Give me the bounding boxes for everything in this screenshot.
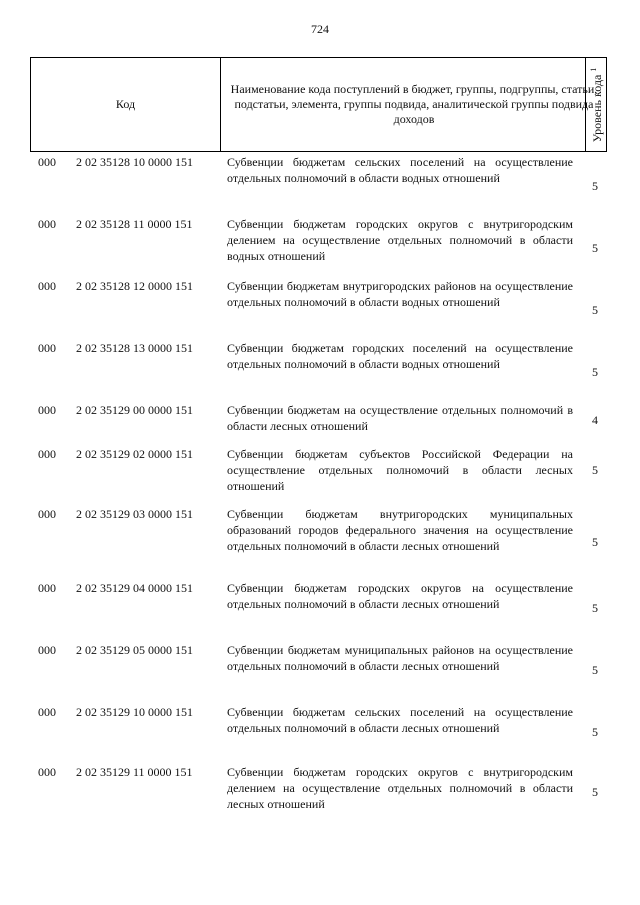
admin-code: 000 [38,403,56,417]
revenue-code: 2 02 35129 02 0000 151 [76,447,193,461]
revenue-code: 2 02 35128 13 0000 151 [76,341,193,355]
revenue-code: 2 02 35129 05 0000 151 [76,643,193,657]
admin-code: 000 [38,705,56,719]
page-number: 724 [311,22,329,36]
revenue-name: Субвенции бюджетам сельских поселений на осуществление отдельных полномочий в области водных отношений [227,155,573,185]
admin-code: 000 [38,447,56,461]
revenue-code: 2 02 35128 12 0000 151 [76,279,193,293]
header-code-cell [31,58,221,151]
header-name-cell [221,58,607,151]
admin-code: 000 [38,217,56,231]
footnote-marker: 1 [588,67,598,72]
admin-code: 000 [38,765,56,779]
revenue-name: Субвенции бюджетам городских округов с внутригородским делением на осуществление отдельных полномочий в области водных отношений [227,217,573,263]
code-level: 5 [592,365,598,379]
revenue-code: 2 02 35129 10 0000 151 [76,705,193,719]
revenue-code: 2 02 35129 04 0000 151 [76,581,193,595]
revenue-name: Субвенции бюджетам городских округов с внутригородским делением на осуществление отдельных полномочий в области лесных отношений [227,765,573,811]
header-level-label: Уровень кода $^1$ [588,67,604,142]
admin-code: 000 [38,155,56,169]
revenue-code: 2 02 35129 00 0000 151 [76,403,193,417]
code-level: 5 [592,663,598,677]
code-level: 5 [592,601,598,615]
admin-code: 000 [38,279,56,293]
revenue-code: 2 02 35128 10 0000 151 [76,155,193,169]
revenue-code: 2 02 35129 03 0000 151 [76,507,193,521]
code-level: 5 [592,303,598,317]
code-level: 5 [592,535,598,549]
revenue-name: Субвенции бюджетам внутригородских районов на осуществление отдельных полномочий в области водных отношений [227,279,573,309]
code-level: 5 [592,241,598,255]
revenue-name: Субвенции бюджетам муниципальных районов на осуществление отдельных полномочий в области лесных отношений [227,643,573,673]
revenue-name: Субвенции бюджетам на осуществление отдельных полномочий в области лесных отношений [227,403,573,433]
code-level: 5 [592,179,598,193]
header-name-label: Наименование кода поступлений в бюджет, группы, подгруппы, статьи, подстатьи, элемента, группы подвида, аналитической группы подвида доходов [230,82,598,126]
revenue-name: Субвенции бюджетам сельских поселений на осуществление отдельных полномочий в области лесных отношений [227,705,573,735]
revenue-name: Субвенции бюджетам субъектов Российской Федерации на осуществление отдельных полномочий в области лесных отношений [227,447,573,493]
admin-code: 000 [38,643,56,657]
header-level-cell [585,58,607,151]
revenue-name: Субвенции бюджетам внутригородских муниципальных образований городов федерального значения на осуществление отдельных полномочий в области лесных отношений [227,507,573,553]
revenue-name: Субвенции бюджетам городских округов на осуществление отдельных полномочий в области лесных отношений [227,581,573,611]
admin-code: 000 [38,581,56,595]
admin-code: 000 [38,507,56,521]
header-code-label: Код [115,97,136,111]
revenue-code: 2 02 35128 11 0000 151 [76,217,193,231]
code-level: 5 [592,785,598,799]
table-header [30,57,607,152]
code-level: 5 [592,463,598,477]
revenue-name: Субвенции бюджетам городских поселений на осуществление отдельных полномочий в области водных отношений [227,341,573,371]
code-level: 4 [592,413,598,427]
admin-code: 000 [38,341,56,355]
code-level: 5 [592,725,598,739]
revenue-code: 2 02 35129 11 0000 151 [76,765,193,779]
